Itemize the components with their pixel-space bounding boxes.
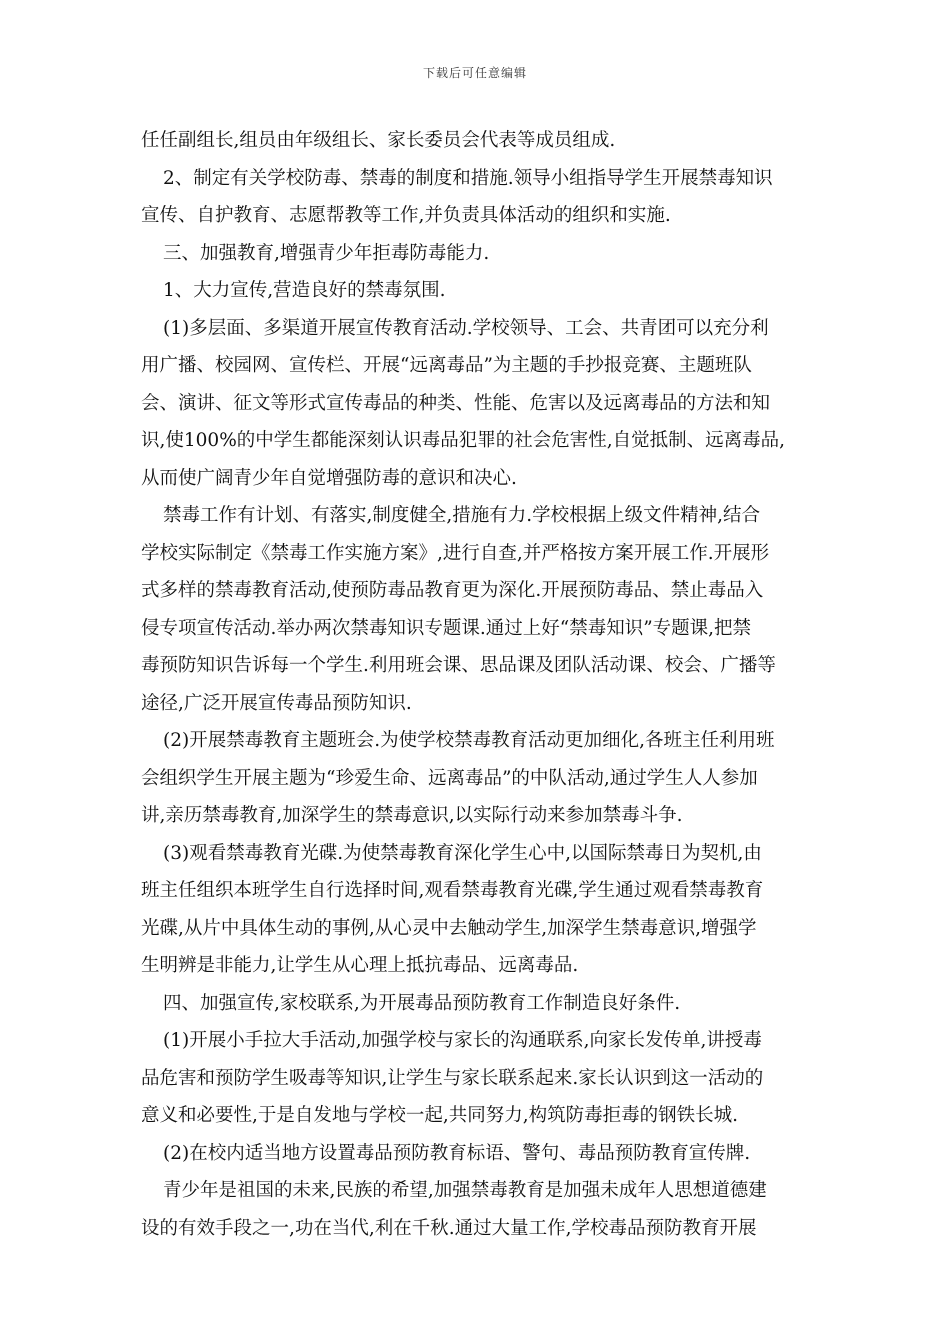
paragraph (141, 122, 817, 160)
document-body (141, 122, 817, 1247)
text-line: 学校实际制定《禁毒工作实施方案》,进行自查,并严格按方案开展工作.开展形 (141, 542, 770, 564)
text-line: 宣传、自护教育、志愿帮教等工作,并负责具体活动的组织和实施. (141, 205, 671, 226)
paragraph (141, 272, 817, 310)
page-header-note: 下载后可任意编辑 (422, 66, 527, 80)
paragraph (141, 235, 817, 273)
text-line: 2、制定有关学校防毒、禁毒的制度和措施.领导小组指导学生开展禁毒知识 (163, 167, 773, 189)
text-line: 四、加强宣传,家校联系,为开展毒品预防教育工作制造良好条件. (163, 992, 681, 1014)
text-line: (1)开展小手拉大手活动,加强学校与家长的沟通联系,向家长发传单,讲授毒 (163, 1030, 762, 1051)
paragraph (141, 835, 817, 985)
text-line: 从而使广阔青少年自觉增强防毒的意识和决心. (141, 467, 517, 489)
text-line: 设的有效手段之一,功在当代,利在千秋.通过大量工作,学校毒品预防教育开展 (141, 1217, 757, 1239)
text-line: 侵专项宣传活动.举办两次禁毒知识专题课.通过上好“禁毒知识”专题课,把禁 (141, 617, 752, 639)
text-line: (2)开展禁毒教育主题班会.为使学校禁毒教育活动更加细化,各班主任利用班 (163, 730, 775, 751)
text-line: (2)在校内适当地方设置毒品预防教育标语、警句、毒品预防教育宣传牌. (163, 1142, 751, 1164)
paragraph (141, 722, 817, 835)
text-line: 三、加强教育,增强青少年拒毒防毒能力. (163, 242, 490, 264)
text-line: (3)观看禁毒教育光碟.为使禁毒教育深化学生心中,以国际禁毒日为契机,由 (163, 842, 762, 864)
text-line: 会组织学生开展主题为“珍爱生命、远离毒品”的中队活动,通过学生人人参加 (141, 767, 758, 789)
paragraph (141, 1135, 817, 1173)
text-line: 用广播、校园网、宣传栏、开展“远离毒品”为主题的手抄报竞赛、主题班队 (141, 355, 752, 376)
text-line: 禁毒工作有计划、有落实,制度健全,措施有力.学校根据上级文件精神,结合 (163, 505, 761, 526)
paragraph (141, 1172, 817, 1247)
paragraph (141, 160, 817, 235)
text-line: 1、大力宣传,营造良好的禁毒氛围. (163, 280, 446, 301)
text-line: 光碟,从片中具体生动的事例,从心灵中去触动学生,加深学生禁毒意识,增强学 (141, 917, 757, 939)
paragraph (141, 497, 817, 722)
text-line: 会、演讲、征文等形式宣传毒品的种类、性能、危害以及远离毒品的方法和知 (141, 392, 771, 414)
text-line: 品危害和预防学生吸毒等知识,让学生与家长联系起来.家长认识到这一活动的 (141, 1067, 764, 1089)
text-line: 生明辨是非能力,让学生从心理上抵抗毒品、远离毒品. (141, 955, 579, 976)
text-line: (1)多层面、多渠道开展宣传教育活动.学校领导、工会、共青团可以充分利 (163, 317, 769, 339)
text-line: 意义和必要性,于是自发地与学校一起,共同努力,构筑防毒拒毒的钢铁长城. (141, 1105, 739, 1126)
text-line: 毒预防知识告诉每一个学生.利用班会课、思品课及团队活动课、校会、广播等 (141, 655, 776, 676)
paragraph (141, 985, 817, 1023)
paragraph (141, 310, 817, 498)
text-line: 讲,亲历禁毒教育,加深学生的禁毒意识,以实际行动来参加禁毒斗争. (141, 805, 683, 826)
text-line: 识,使100%的中学生都能深刻认识毒品犯罪的社会危害性,自觉抵制、远离毒品, (141, 430, 786, 451)
text-line: 任任副组长,组员由年级组长、家长委员会代表等成员组成. (141, 130, 616, 151)
paragraph (141, 1022, 817, 1135)
text-line: 途径,广泛开展宣传毒品预防知识. (141, 692, 412, 714)
text-line: 班主任组织本班学生自行选择时间,观看禁毒教育光碟,学生通过观看禁毒教育 (141, 880, 764, 901)
text-line: 式多样的禁毒教育活动,使预防毒品教育更为深化.开展预防毒品、禁止毒品入 (141, 580, 764, 601)
text-line: 青少年是祖国的未来,民族的希望,加强禁毒教育是加强未成年人思想道德建 (163, 1180, 767, 1201)
